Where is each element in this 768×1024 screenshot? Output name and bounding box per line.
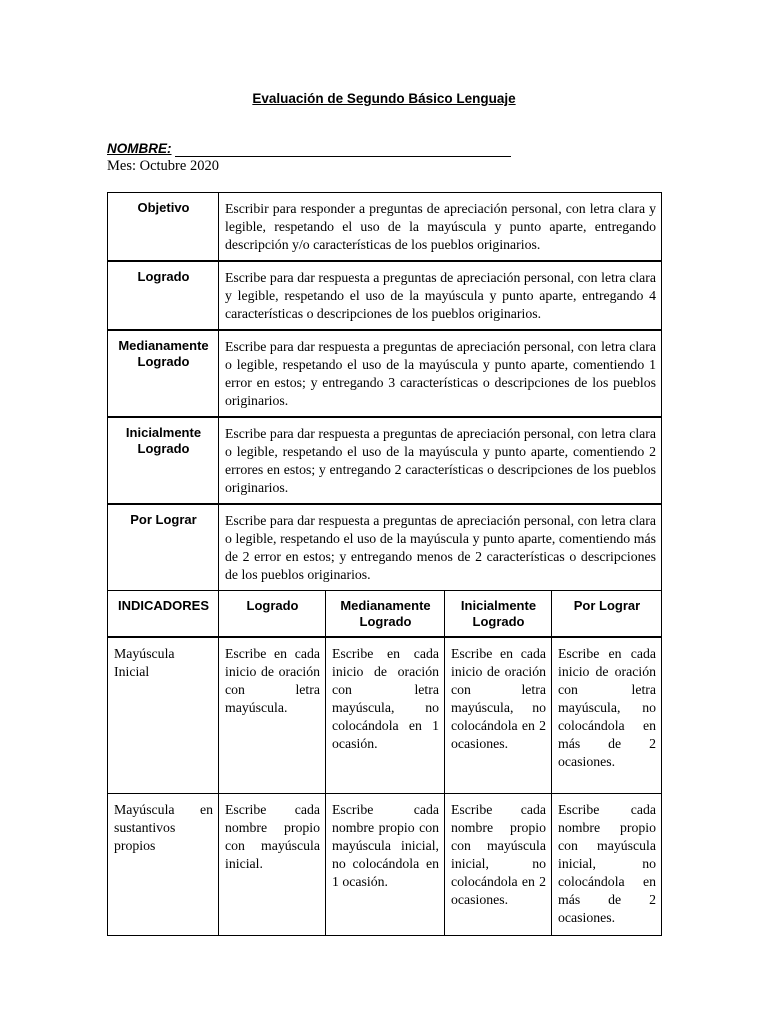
month-label: Mes: Octubre 2020 xyxy=(107,158,219,174)
criteria-description: Escribe para dar respuesta a preguntas de apreciación personal, con letra clara y legible, respetando el uso de la mayúscula y punto aparte, entregando 4 características o descripciones de los pueblos originarios. xyxy=(219,261,662,330)
indicator-cell-logrado: Escribe cada nombre propio con mayúscula inicial. xyxy=(219,793,326,935)
criteria-label: Por Lograr xyxy=(108,504,219,591)
indicator-row-mayuscula-inicial xyxy=(108,637,662,793)
indicator-label: Mayúscula en sustantivos propios xyxy=(108,793,219,935)
criteria-row-medianamente xyxy=(108,330,662,417)
nombre-field[interactable] xyxy=(175,156,511,157)
indicator-cell-inicialmente: Escribe cada nombre propio con mayúscula inicial, no colocándola en 2 ocasiones. xyxy=(445,793,552,935)
criteria-label: Inicialmente Logrado xyxy=(108,417,219,504)
nombre-label: NOMBRE: xyxy=(107,141,172,156)
document-title: Evaluación de Segundo Básico Lenguaje xyxy=(252,91,516,106)
indicator-row-sustantivos-propios xyxy=(108,793,662,935)
criteria-description: Escribe para dar respuesta a preguntas de apreciación personal, con letra clara o legible, respetando el uso de la mayúscula y punto aparte, comentiendo más de 2 error en estos; y entregando menos de 2 características o descripciones de los pueblos originarios. xyxy=(219,504,662,591)
header-medianamente-logrado: Medianamente Logrado xyxy=(326,591,445,638)
criteria-row-logrado xyxy=(108,261,662,330)
indicator-label: Mayúscula Inicial xyxy=(108,637,219,793)
indicator-cell-por-lograr: Escribe en cada inicio de oración con letra mayúscula, no colocándola en más de 2 ocasiones. xyxy=(552,637,662,793)
header-por-lograr: Por Lograr xyxy=(552,591,662,638)
rubric-table xyxy=(107,192,662,936)
criteria-description: Escribe para dar respuesta a preguntas de apreciación personal, con letra clara o legible, respetando el uso de la mayúscula y punto aparte, comentiendo 1 error en estos; y entregando 3 características o descripciones de los pueblos originarios. xyxy=(219,330,662,417)
criteria-row-por-lograr xyxy=(108,504,662,591)
criteria-row-objetivo xyxy=(108,193,662,262)
criteria-label: Medianamente Logrado xyxy=(108,330,219,417)
header-indicadores: INDICADORES xyxy=(108,591,219,638)
indicator-cell-medianamente: Escribe cada nombre propio con mayúscula inicial, no colocándola en 1 ocasión. xyxy=(326,793,445,935)
indicator-cell-medianamente: Escribe en cada inicio de oración con letra mayúscula, no colocándola en 1 ocasión. xyxy=(326,637,445,793)
criteria-row-inicialmente xyxy=(108,417,662,504)
indicator-cell-inicialmente: Escribe en cada inicio de oración con letra mayúscula, no colocándola en 2 ocasiones. xyxy=(445,637,552,793)
indicators-header-row xyxy=(108,591,662,638)
header-inicialmente-logrado: Inicialmente Logrado xyxy=(445,591,552,638)
criteria-description: Escribe para dar respuesta a preguntas de apreciación personal, con letra clara o legible, respetando el uso de la mayúscula y punto aparte, comentiendo 2 errores en estos; y entregando 2 características o descripciones de los pueblos originarios. xyxy=(219,417,662,504)
criteria-description: Escribir para responder a preguntas de apreciación personal, con letra clara y legible, respetando el uso de la mayúscula y punto aparte, entregando descripción y/o características de los pueblos originarios. xyxy=(219,193,662,262)
criteria-label: Logrado xyxy=(108,261,219,330)
indicator-cell-por-lograr: Escribe cada nombre propio con mayúscula inicial, no colocándola en más de 2 ocasiones. xyxy=(552,793,662,935)
criteria-label: Objetivo xyxy=(108,193,219,262)
indicator-cell-logrado: Escribe en cada inicio de oración con letra mayúscula. xyxy=(219,637,326,793)
header-logrado: Logrado xyxy=(219,591,326,638)
